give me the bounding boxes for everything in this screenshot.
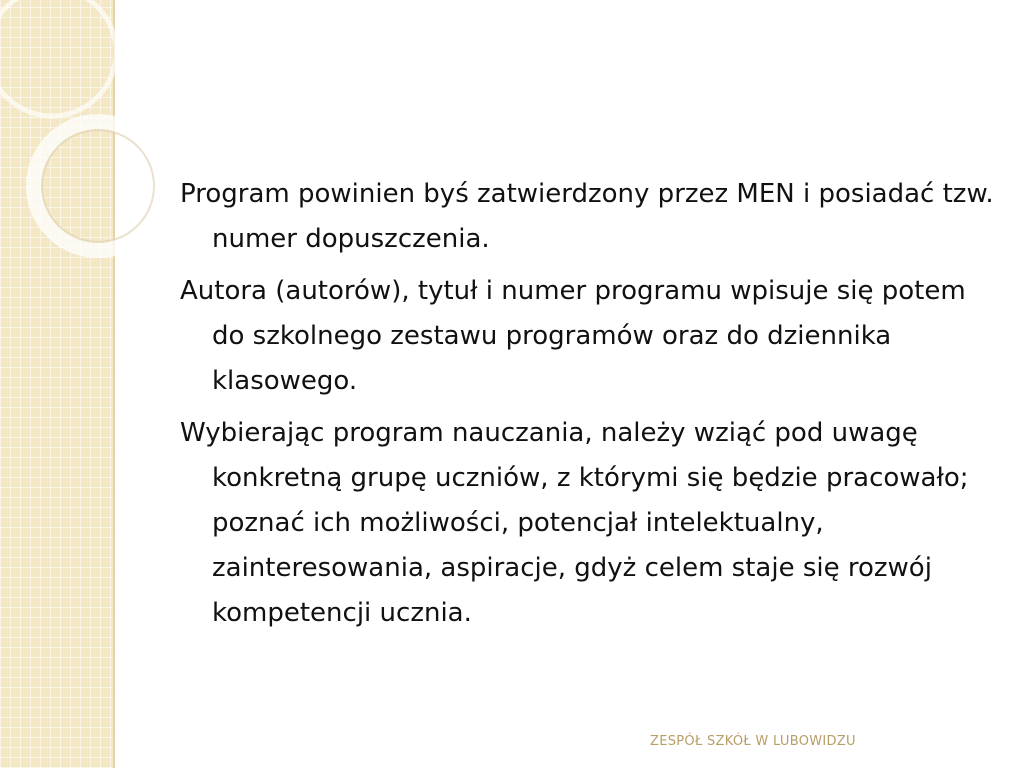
paragraph-2: Autora (autorów), tytuł i numer programu wpisuje się potem do szkolnego zestawu programów oraz do dziennika klasowego. (180, 276, 966, 396)
decor-ring-bottom (34, 122, 160, 250)
decor-ring-top (0, 0, 116, 116)
paragraph-1: Program powinien byś zatwierdzony przez MEN i posiadać tzw. numer dopuszczenia. (180, 179, 994, 254)
decor-ring-bottom-shade (42, 130, 154, 242)
footer-school-name: ZESPÓŁ SZKÓŁ W LUBOWIDZU (650, 734, 856, 749)
paragraph-3: Wybierając program nauczania, należy wziąć pod uwagę konkretną grupę uczniów, z którymi się będzie pracowało; poznać ich możliwości, potencjał intelektualny, zainteresowania, aspiracje, gdyż celem staje się rozwój kompetencji ucznia. (180, 418, 969, 628)
bullet-list (180, 172, 995, 643)
decorative-rings (0, 0, 160, 300)
